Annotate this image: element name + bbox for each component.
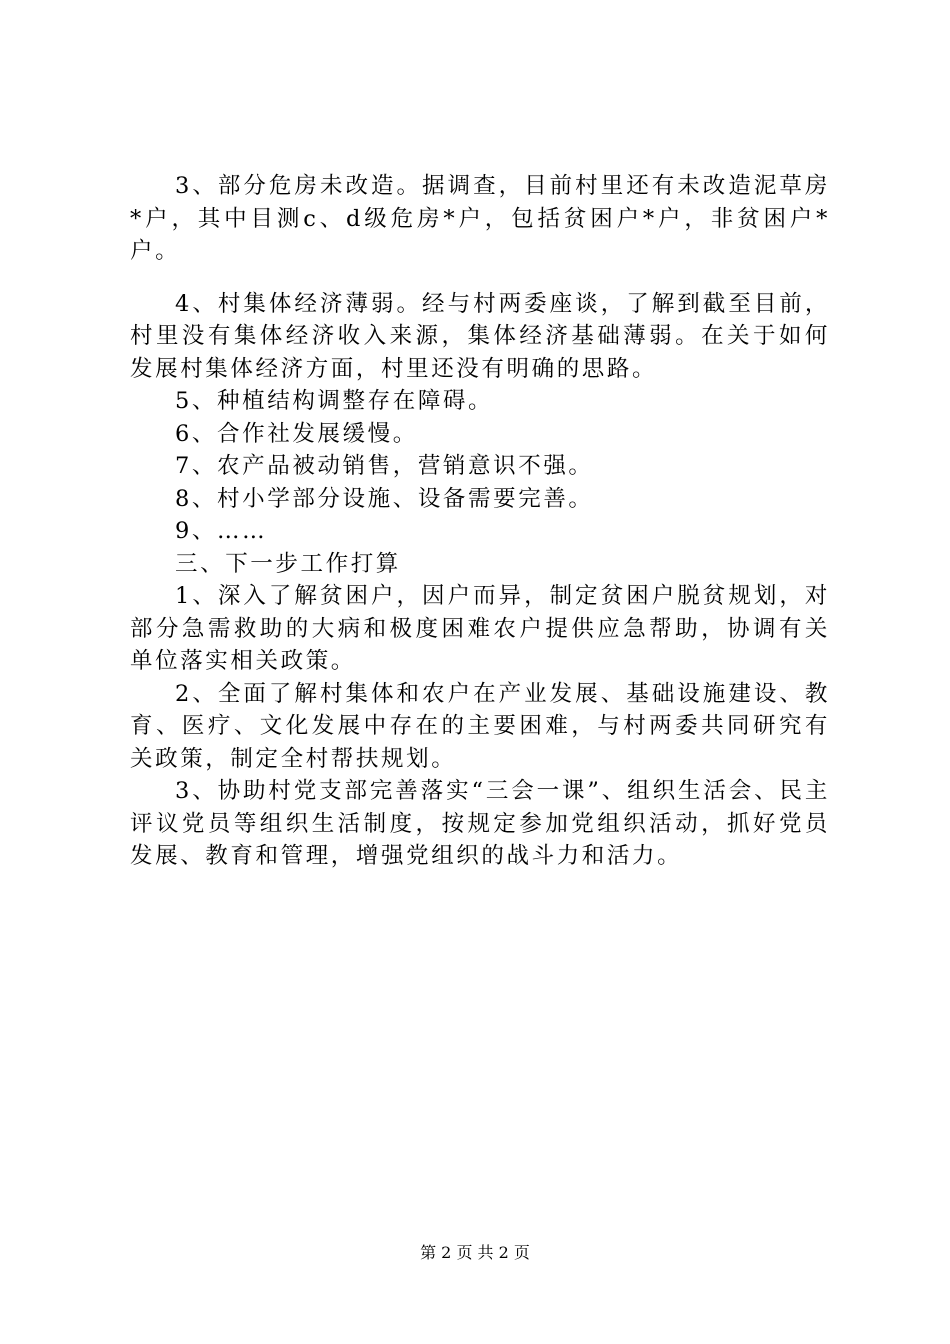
page-number-footer: 第 2 页 共 2 页 (420, 1243, 530, 1262)
paragraph-item-3-housing: 3、部分危房未改造。据调查，目前村里还有未改造泥草房*户，其中目测c、d级危房*户，包括贫困户*户，非贫困户*户。 (130, 173, 830, 264)
plan-item-3: 3、协助村党支部完善落实“三会一课”、组织生活会、民主评议党员等组织生活制度，按规定参加党组织活动，抓好党员发展、教育和管理，增强党组织的战斗力和活力。 (130, 778, 830, 869)
paragraph-spacer (130, 268, 830, 288)
paragraph-item-6-cooperative: 6、合作社发展缓慢。 (175, 420, 418, 447)
paragraph-item-4-collective-economy: 4、村集体经济薄弱。经与村两委座谈，了解到截至目前，村里没有集体经济收入来源，集体经济基础薄弱。在关于如何发展村集体经济方面，村里还没有明确的思路。 (130, 290, 830, 382)
section-heading-next-steps: 三、下一步工作打算 (175, 550, 401, 577)
plan-item-2: 2、全面了解村集体和农户在产业发展、基础设施建设、教育、医疗、文化发展中存在的主要困难，与村两委共同研究有关政策，制定全村帮扶规划。 (130, 680, 830, 772)
paragraph-item-7-sales: 7、农产品被动销售，营销意识不强。 (175, 453, 594, 479)
paragraph-item-8-school: 8、村小学部分设施、设备需要完善。 (175, 485, 594, 512)
paragraph-item-5-planting: 5、种植结构调整存在障碍。 (175, 388, 494, 414)
paragraph-item-9-ellipsis: 9、…… (175, 518, 268, 544)
document-body (130, 170, 830, 873)
plan-item-1: 1、深入了解贫困户，因户而异，制定贫困户脱贫规划，对部分急需救助的大病和极度困难农户提供应急帮助，协调有关单位落实相关政策。 (130, 583, 830, 674)
